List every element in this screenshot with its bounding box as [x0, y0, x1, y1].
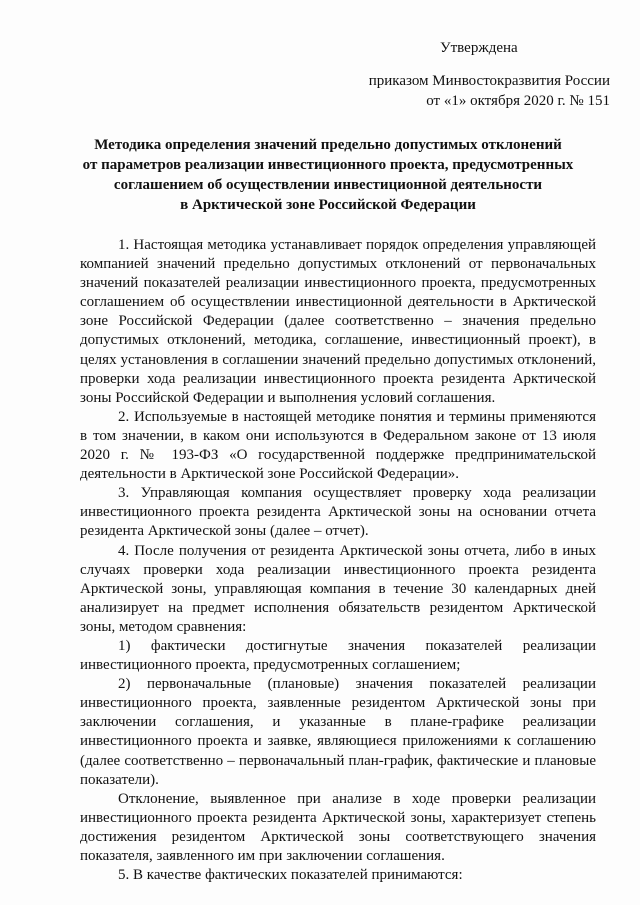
paragraph-2: 2. Используемые в настоящей методике понятия и термины применяются в том значении, в каком они используются в Федеральном законе от 13 июля 2020 г. № 193-ФЗ «О государственной поддержке предпринимательской деятельности в Арктической зоне Российской Федерации».	[80, 408, 596, 483]
title-line: соглашением об осуществлении инвестиционной деятельности	[113, 177, 543, 193]
title-line: в Арктической зоне Российской Федерации	[180, 197, 476, 213]
subitem-2: 2) первоначальные (плановые) значения показателей реализации инвестиционного проекта, заявленные резидентом Арктической зоны при заключении соглашения, и указанные в плане-графике реализации инвестиционного проекта и заявке, являющиеся приложениями к соглашению (далее соответственно – первоначальный план-график, фактические и плановые показатели).	[80, 676, 596, 788]
paragraph-1: 1. Настоящая методика устанавливает порядок определения управляющей компанией значений предельно допустимых отклонений от первоначальных значений показателей реализации инвестиционного проекта, предусмотренных соглашением об осуществлении инвестиционной деятельности в Арктической зоне Российской Федерации (далее соответственно – значения предельно допустимых отклонений, методика, соглашение, инвестиционный проект), в целях установления в соглашении значений предельно допустимых отклонений, проверки хода реализации инвестиционного проекта резидента Арктической зоны Российской Федерации и выполнения условий соглашения.	[80, 237, 596, 406]
paragraph-3: 3. Управляющая компания осуществляет проверку хода реализации инвестиционного проекта резидента Арктической зоны на основании отчета резидента Арктической зоны (далее – отчет).	[80, 485, 596, 540]
document-title	[80, 135, 576, 215]
approval-date: от «1» октября 2020 г. № 151	[426, 93, 610, 109]
approval-order: приказом Минвостокразвития России	[368, 73, 610, 89]
paragraph-4: 4. После получения от резидента Арктической зоны отчета, либо в иных случаях проверки хода реализации инвестиционного проекта резидента Арктической зоны, управляющая компания в течение 30 календарных дней анализирует на предмет исполнения обязательств резидентом Арктической зоны, методом сравнения:	[80, 542, 596, 635]
paragraph-5: 5. В качестве фактических показателей принимаются:	[118, 867, 463, 884]
approval-stamp	[348, 38, 610, 111]
title-line: Методика определения значений предельно допустимых отклонений	[94, 137, 562, 153]
document-body	[80, 236, 596, 885]
title-line: от параметров реализации инвестиционного проекта, предусмотренных	[82, 157, 574, 173]
paragraph-deviation: Отклонение, выявленное при анализе в ходе проверки реализации инвестиционного проекта резидента Арктической зоны, характеризует степень достижения резидентом Арктической зоны соответствующего значения показателя, заявленного им при заключении соглашения.	[80, 790, 596, 864]
approval-heading: Утверждена	[440, 40, 518, 56]
subitem-1: 1) фактически достигнутые значения показателей реализации инвестиционного проекта, предусмотренных соглашением;	[80, 637, 596, 674]
